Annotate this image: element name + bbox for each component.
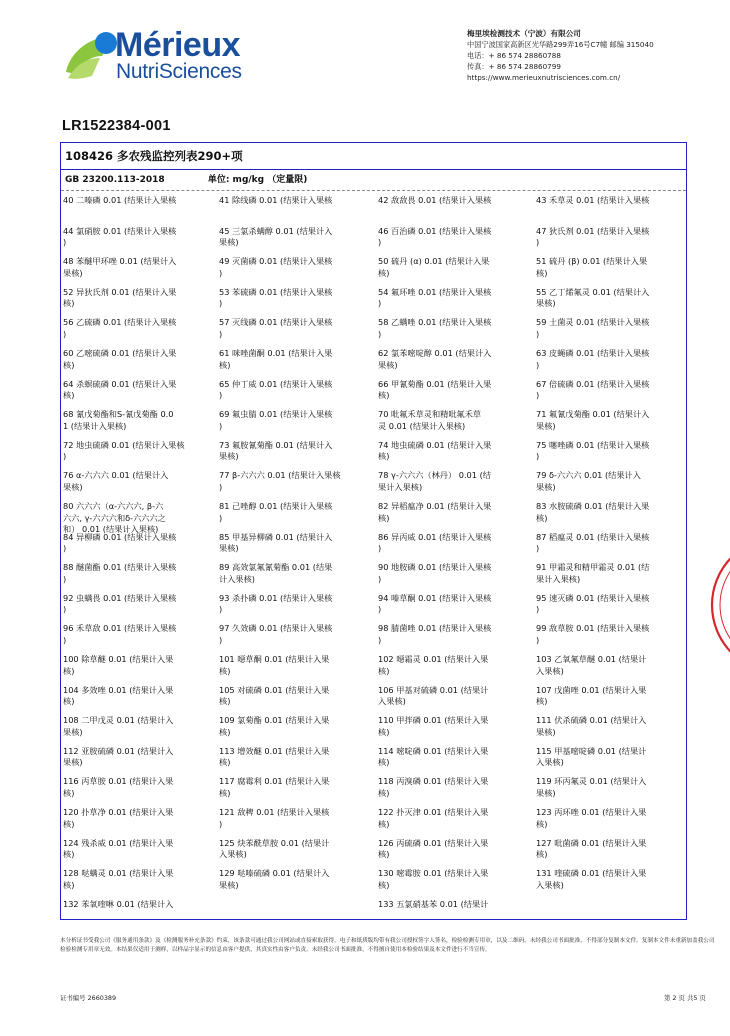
pesticide-item: 125 炔苯酰草胺 0.01 (结果计 入果核) (219, 837, 330, 860)
pesticide-item: 60 乙嘧硫磷 0.01 (结果计入果 核) (63, 348, 177, 370)
pesticide-item: 121 敌稗 0.01 (结果计入果核 ) (219, 807, 330, 829)
pesticide-item: 62 氯苯嘧啶醇 0.01 (结果计入 果核) (378, 348, 492, 370)
pesticide-item: 58 乙螨唑 0.01 (结果计入果核 ) (378, 317, 492, 339)
pesticide-item: 117 腐霉利 0.01 (结果计入果 核) (219, 776, 330, 798)
pesticide-item: 132 苯氧喹啉 0.01 (结果计入 (63, 898, 174, 909)
pesticide-item: 133 五氯硝基苯 0.01 (结果计 (378, 898, 489, 909)
pesticide-item: 85 甲基异柳磷 0.01 (结果计入 果核) (219, 531, 333, 554)
pesticide-item: 88 醚菌酯 0.01 (结果计入果核 ) (63, 562, 177, 584)
company-website[interactable]: https://www.merieuxnutrisciences.com.cn/ (467, 73, 621, 82)
pesticide-item: 51 硫丹 (β) 0.01 (结果计入果 核) (536, 256, 648, 278)
pesticide-item: 96 禾草敌 0.01 (结果计入果核 ) (63, 623, 177, 645)
pesticide-item: 108 二甲戊灵 0.01 (结果计入 果核) (63, 715, 174, 737)
pesticide-item: 124 残杀威 0.01 (结果计入果 核) (63, 837, 174, 860)
pesticide-item: 79 δ-六六六 0.01 (结果计入 果核) (536, 470, 641, 492)
pesticide-item: 77 β-六六六 0.01 (结果计入果核 ) (219, 470, 341, 492)
pesticide-item: 64 杀螟硫磷 0.01 (结果计入果 核) (63, 378, 177, 401)
pesticide-item: 46 百治磷 0.01 (结果计入果核 ) (378, 225, 492, 248)
pesticide-item: 66 甲氰菊酯 0.01 (结果计入果 核) (378, 378, 492, 401)
pesticide-item: 104 多效唑 0.01 (结果计入果 核) (63, 684, 174, 707)
brand-name-line1: Mérieux (115, 26, 240, 64)
pesticide-item: 109 氯菊酯 0.01 (结果计入果 核) (219, 715, 330, 737)
pesticide-item: 44 氯硝胺 0.01 (结果计入果核 ) (63, 225, 177, 248)
pesticide-item: 90 地胺磷 0.01 (结果计入果核 ) (378, 562, 492, 584)
certificate-number: 证书编号 2660389 (60, 994, 117, 1002)
pesticide-item: 115 甲基嘧啶磷 0.01 (结果计 入果核) (536, 745, 647, 768)
pesticide-item: 73 氟胺氰菊酯 0.01 (结果计入 果核) (219, 439, 333, 462)
pesticide-item: 107 戊菌唑 0.01 (结果计入果 核) (536, 684, 647, 707)
pesticide-item: 68 氰戊菊酯和S-氰戊菊酯 0.0 1 (结果计入果核) (63, 409, 174, 431)
unit-label: 单位: mg/kg （定量限) (207, 175, 308, 185)
section-title: 108426 多农残监控列表290+项 (61, 143, 686, 170)
pesticide-item: 54 氟环唑 0.01 (结果计入果核 ) (378, 286, 492, 309)
pesticide-item: 113 增效醚 0.01 (结果计入果 核) (219, 745, 330, 768)
pesticide-item: 95 速灭磷 0.01 (结果计入果核 ) (536, 592, 650, 615)
company-phone: 电话：+ 86 574 28860788 (467, 51, 561, 60)
brand-name-line2: NutriSciences (116, 60, 242, 83)
pesticide-item: 47 狄氏剂 0.01 (结果计入果核 ) (536, 225, 650, 248)
pesticide-item: 118 丙溴磷 0.01 (结果计入果 核) (378, 776, 489, 798)
pesticide-item: 78 γ-六六六（林丹） 0.01 (结 果计入果核) (378, 470, 491, 492)
pesticide-item: 92 虫螨畏 0.01 (结果计入果核 ) (63, 592, 177, 615)
pesticide-item: 67 倍硫磷 0.01 (结果计入果核 ) (536, 378, 650, 401)
pesticide-item: 122 扑灭津 0.01 (结果计入果 核) (378, 807, 489, 829)
pesticide-item: 53 苯硫磷 0.01 (结果计入果核 ) (219, 286, 333, 309)
pesticide-item: 59 土菌灵 0.01 (结果计入果核 ) (536, 317, 650, 339)
footer-disclaimer: 本分析证书受我公司《服务通用条款》及《检测服务补充条款》约束，该条款可通过我公司网站或直接索取获得。电子和纸质版均带有我公司授权签字人签名，检验检测专用章，以及二维码。未经我公司书面批准，不得部分复制本文件。复制本文件未重新加盖我公司检验检测专用章无效。本结果仅适用于测样，以样品字显示的信息由客户提供，其真实性由客户负责。未经我公司书面批准，不得擅自使用本检验结果及本文件进行不当宣传。 (60, 938, 715, 953)
pesticide-item: 41 除线磷 0.01 (结果计入果核 (219, 195, 333, 205)
pesticide-item: 56 乙硫磷 0.01 (结果计入果核 ) (63, 317, 177, 339)
pesticide-item: 86 异丙威 0.01 (结果计入果核 ) (378, 531, 492, 554)
pesticide-item: 83 水胺硫磷 0.01 (结果计入果 核) (536, 501, 650, 523)
company-info (467, 28, 654, 83)
pesticide-item: 100 除草醚 0.01 (结果计入果 核) (63, 654, 174, 676)
pesticide-item: 48 苯醚甲环唑 0.01 (结果计入 果核) (63, 256, 177, 278)
pesticide-item: 102 噁霜灵 0.01 (结果计入果 核) (378, 654, 489, 676)
pesticide-item: 55 乙丁烯氟灵 0.01 (结果计入 果核) (536, 286, 650, 309)
pesticide-item: 131 喹硫磷 0.01 (结果计入果 入果核) (536, 868, 647, 890)
pesticide-item: 106 甲基对硫磷 0.01 (结果计 入果核) (378, 684, 489, 707)
pesticide-item: 82 异稻瘟净 0.01 (结果计入果 核) (378, 501, 492, 523)
pesticide-item: 123 丙环唑 0.01 (结果计入果 核) (536, 807, 647, 829)
pesticide-item: 71 氟氰戊菊酯 0.01 (结果计入 果核) (536, 409, 650, 431)
seal-stamp-icon (700, 525, 730, 685)
company-address: 中国宁波国家高新区光华路299弄16号C7幢 邮编 315040 (467, 40, 654, 49)
pesticide-item: 126 丙硫磷 0.01 (结果计入果 核) (378, 837, 489, 860)
pesticide-item: 130 嘧霉胺 0.01 (结果计入果 核) (378, 868, 489, 890)
pesticide-item: 119 环丙氟灵 0.01 (结果计入 果核) (536, 776, 647, 798)
pesticide-item: 45 三氯杀螨醇 0.01 (结果计入 果核) (219, 225, 333, 248)
pesticide-item: 72 地虫硫磷 0.01 (结果计入果核 ) (63, 439, 185, 462)
pesticide-item: 81 己唑醇 0.01 (结果计入果核 ) (219, 501, 333, 523)
pesticide-item: 97 久效磷 0.01 (结果计入果核 ) (219, 623, 333, 645)
pesticide-item: 127 吡菌磷 0.01 (结果计入果 核) (536, 837, 647, 860)
pesticide-item: 42 敌敌畏 0.01 (结果计入果核 (378, 195, 492, 205)
pesticide-item: 63 皮蝇磷 0.01 (结果计入果核 ) (536, 348, 650, 370)
pesticide-item: 87 稻瘟灵 0.01 (结果计入果核 ) (536, 531, 650, 554)
pesticide-item: 110 甲拌磷 0.01 (结果计入果 核) (378, 715, 489, 737)
pesticide-item: 129 哒嗪硫磷 0.01 (结果计入 果核) (219, 868, 330, 890)
pesticide-item: 40 二嗪磷 0.01 (结果计入果核 (63, 195, 177, 205)
company-name: 梅里埃检测技术（宁波）有限公司 (467, 29, 581, 38)
pesticide-item: 98 腈菌唑 0.01 (结果计入果核 ) (378, 623, 492, 645)
pesticide-item: 43 禾草灵 0.01 (结果计入果核 (536, 195, 650, 205)
standard-code: GB 23200.113-2018 (65, 175, 165, 185)
pesticide-item: 80 六六六（α-六六六, β-六 六六, γ-六六六和δ-六六六之 和） 0.01 (结果计入果核) (63, 501, 166, 535)
pesticide-item: 89 高效氯氟氰菊酯 0.01 (结果 计入果核) (219, 562, 333, 584)
pesticide-item: 93 杀扑磷 0.01 (结果计入果核 ) (219, 592, 333, 615)
section-subheader (61, 170, 686, 191)
pesticide-item: 75 噻唑磷 0.01 (结果计入果核 ) (536, 439, 650, 462)
pesticide-item: 116 丙草胺 0.01 (结果计入果 核) (63, 776, 174, 798)
pesticide-item: 120 扑草净 0.01 (结果计入果 核) (63, 807, 174, 829)
pesticide-item: 70 吡氟禾草灵和精吡氟禾草 灵 0.01 (结果计入果核) (378, 409, 482, 431)
pesticide-item: 103 乙氧氟草醚 0.01 (结果计 入果核) (536, 654, 647, 676)
pesticide-item: 65 仲丁威 0.01 (结果计入果核 ) (219, 378, 333, 401)
pesticide-item: 99 敌草胺 0.01 (结果计入果核 ) (536, 623, 650, 645)
pesticide-item: 105 对硫磷 0.01 (结果计入果 核) (219, 684, 330, 707)
company-fax: 传真：+ 86 574 28860799 (467, 62, 561, 71)
pesticide-item: 111 伏杀硫磷 0.01 (结果计入 果核) (536, 715, 647, 737)
pesticide-item: 61 咪唑菌酮 0.01 (结果计入果 核) (219, 348, 333, 370)
pesticide-item: 57 灭线磷 0.01 (结果计入果核 ) (219, 317, 333, 339)
pesticide-item: 101 噁草酮 0.01 (结果计入果 核) (219, 654, 330, 676)
pesticide-item: 50 硫丹 (α) 0.01 (结果计入果 核) (378, 256, 490, 278)
pesticide-list-frame (60, 142, 687, 920)
pesticide-item: 91 甲霜灵和精甲霜灵 0.01 (结 果计入果核) (536, 562, 650, 584)
pesticide-item: 76 α-六六六 0.01 (结果计入 果核) (63, 470, 169, 492)
pesticide-item: 112 亚胺硫磷 0.01 (结果计入 果核) (63, 745, 174, 768)
page-number: 第 2 页 共5 页 (664, 994, 706, 1002)
pesticide-item: 69 氟虫腈 0.01 (结果计入果核 ) (219, 409, 333, 431)
pesticide-item: 114 嘧啶磷 0.01 (结果计入果 核) (378, 745, 489, 768)
pesticide-item: 74 地虫硫磷 0.01 (结果计入果 核) (378, 439, 492, 462)
pesticide-item: 94 嗪草酮 0.01 (结果计入果核 ) (378, 592, 492, 615)
pesticide-item: 128 哒螨灵 0.01 (结果计入果 核) (63, 868, 174, 890)
report-number: LR1522384-001 (62, 118, 171, 134)
pesticide-item: 52 异狄氏剂 0.01 (结果计入果 核) (63, 286, 177, 309)
pesticide-item: 84 异柳磷 0.01 (结果计入果核 ) (63, 531, 177, 554)
pesticide-item: 49 灭菌磷 0.01 (结果计入果核 ) (219, 256, 333, 278)
